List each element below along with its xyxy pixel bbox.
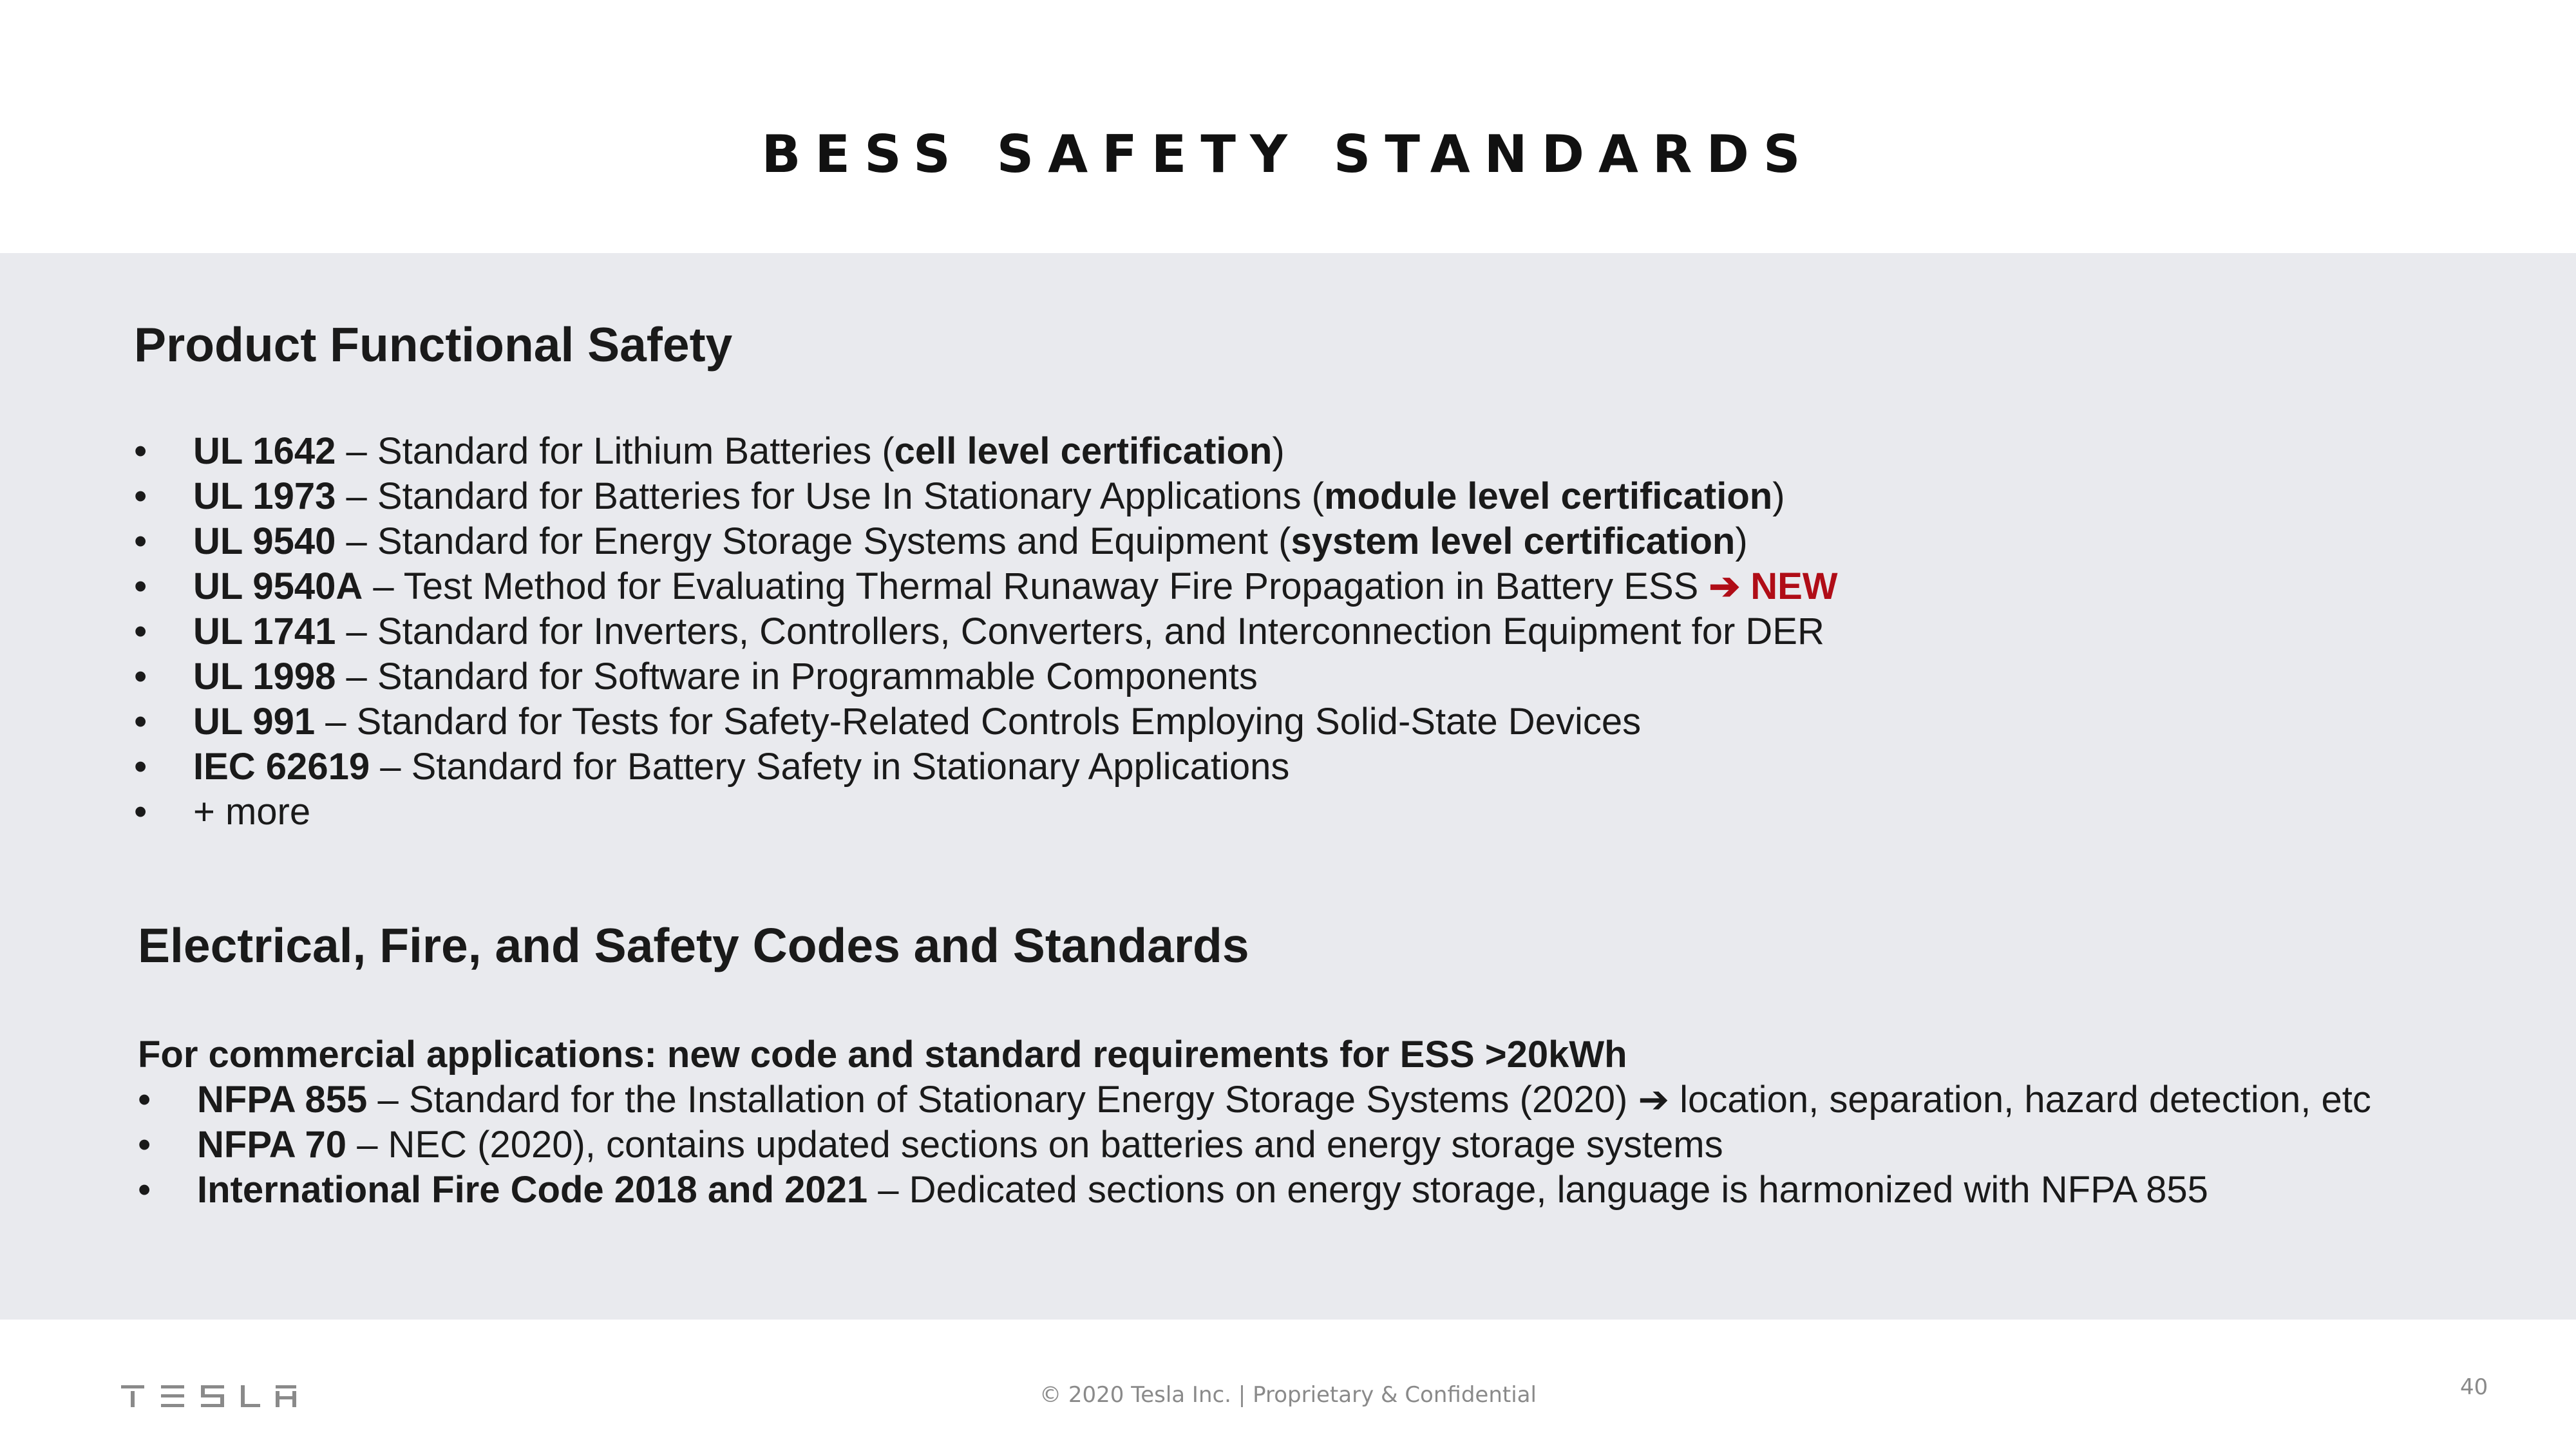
- bullet-icon: •: [134, 791, 147, 833]
- bullet-icon: •: [134, 565, 147, 607]
- product-safety-list: [134, 429, 1838, 835]
- codes-standards-heading: Electrical, Fire, and Safety Codes and Standards: [138, 918, 1249, 972]
- content-panel: [0, 253, 2576, 1320]
- list-item: • UL 1741 – Standard for Inverters, Controllers, Converters, and Interconnection Equipment for DER: [134, 609, 1838, 654]
- list-item: • NFPA 855 – Standard for the Installation of Stationary Energy Storage Systems (2020) ➔ location, separation, hazard detection, etc: [138, 1077, 2371, 1122]
- slide-title: BESS SAFETY STANDARDS: [761, 124, 1815, 184]
- list-item: • UL 9540A – Test Method for Evaluating Thermal Runaway Fire Propagation in Battery ESS ➔ NEW: [134, 564, 1838, 609]
- list-item: • NFPA 70 – NEC (2020), contains updated sections on batteries and energy storage systems: [138, 1122, 2371, 1168]
- right-arrow-icon: ➔: [1638, 1079, 1670, 1121]
- bullet-icon: •: [138, 1124, 151, 1166]
- list-item: • UL 991 – Standard for Tests for Safety-Related Controls Employing Solid-State Devices: [134, 699, 1838, 744]
- list-item: • + more: [134, 790, 1838, 835]
- bullet-icon: •: [134, 656, 147, 697]
- page-number: 40: [2460, 1374, 2488, 1400]
- bullet-icon: •: [134, 430, 147, 472]
- bullet-icon: •: [138, 1079, 151, 1121]
- list-item: • UL 1642 – Standard for Lithium Batteries (cell level certification): [134, 429, 1838, 474]
- list-item: • UL 1998 – Standard for Software in Programmable Components: [134, 654, 1838, 699]
- list-item: • International Fire Code 2018 and 2021 – Dedicated sections on energy storage, language is harmonized with NFPA 855: [138, 1168, 2371, 1213]
- product-safety-heading: Product Functional Safety: [134, 317, 733, 372]
- new-badge: NEW: [1750, 565, 1838, 607]
- bullet-icon: •: [138, 1169, 151, 1211]
- bullet-icon: •: [134, 475, 147, 517]
- copyright-notice: © 2020 Tesla Inc. | Proprietary & Confidential: [1039, 1382, 1537, 1408]
- bullet-icon: •: [134, 746, 147, 788]
- bullet-icon: •: [134, 701, 147, 743]
- bullet-icon: •: [134, 611, 147, 652]
- right-arrow-icon: ➔: [1709, 565, 1741, 607]
- bullet-icon: •: [134, 520, 147, 562]
- codes-intro: For commercial applications: new code and standard requirements for ESS >20kWh: [138, 1034, 1627, 1075]
- list-item: • IEC 62619 – Standard for Battery Safety in Stationary Applications: [134, 744, 1838, 790]
- codes-standards-list: [138, 1077, 2371, 1213]
- list-item: • UL 1973 – Standard for Batteries for Use In Stationary Applications (module level certification): [134, 474, 1838, 519]
- list-item: • UL 9540 – Standard for Energy Storage Systems and Equipment (system level certification): [134, 519, 1838, 564]
